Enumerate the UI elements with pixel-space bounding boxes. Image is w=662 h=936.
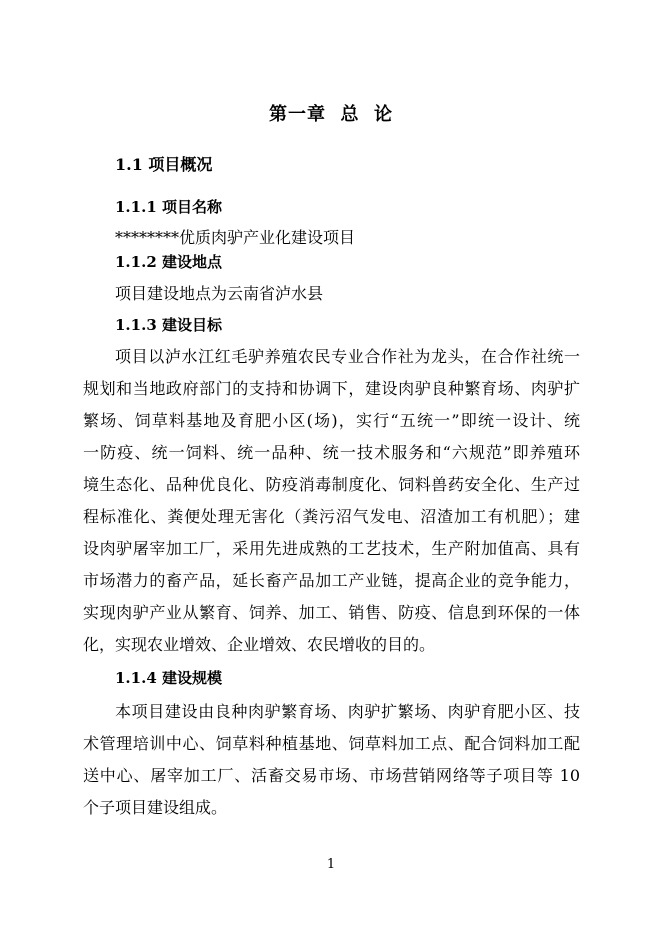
paragraph-line: 规划和当地政府部门的支持和协调下，建设肉驴良种繁育场、肉驴扩 bbox=[83, 379, 580, 398]
section-heading-1-1: 1.1 项目概况 bbox=[115, 155, 213, 174]
subsection-heading-1-1-1: 1.1.1 项目名称 bbox=[115, 198, 222, 216]
paragraph-line: 本项目建设由良种肉驴繁育场、肉驴扩繁场、肉驴育肥小区、技 bbox=[115, 702, 580, 721]
paragraph-line: 一防疫、统一饲料、统一品种、统一技术服务和“六规范”即养殖环 bbox=[83, 443, 580, 462]
paragraph-line: 项目以泸水江红毛驴养殖农民专业合作社为龙头，在合作社统一 bbox=[115, 347, 580, 366]
subsection-heading-1-1-2: 1.1.2 建设地点 bbox=[115, 253, 222, 271]
paragraph-line: 设肉驴屠宰加工厂，采用先进成熟的工艺技术，生产附加值高、具有 bbox=[83, 539, 580, 558]
subsection-heading-1-1-3: 1.1.3 建设目标 bbox=[115, 316, 222, 334]
paragraph-line: 市场潜力的畜产品，延长畜产品加工产业链，提高企业的竞争能力， bbox=[83, 571, 580, 590]
paragraph-line: 境生态化、品种优良化、防疫消毒制度化、饲料兽药安全化、生产过 bbox=[83, 475, 580, 494]
paragraph-line: 繁场、饲草料基地及育肥小区(场)，实行“五统一”即统一设计、统 bbox=[83, 411, 580, 430]
paragraph-line: 化，实现农业增效、企业增效、农民增收的目的。 bbox=[83, 635, 436, 654]
project-name-text: ********优质肉驴产业化建设项目 bbox=[115, 228, 356, 247]
page-number: 1 bbox=[326, 857, 336, 872]
subsection-heading-1-1-4: 1.1.4 建设规模 bbox=[115, 669, 222, 687]
paragraph-line: 实现肉驴产业从繁育、饲养、加工、销售、防疫、信息到环保的一体 bbox=[83, 603, 580, 622]
paragraph-line: 术管理培训中心、饲草料种植基地、饲草料加工点、配合饲料加工配 bbox=[83, 734, 580, 753]
paragraph-line: 送中心、屠宰加工厂、活畜交易市场、市场营销网络等子项目等 10 bbox=[83, 766, 580, 785]
paragraph-line: 程标准化、粪便处理无害化（粪污沼气发电、沼渣加工有机肥）；建 bbox=[83, 507, 580, 526]
location-text: 项目建设地点为云南省泸水县 bbox=[115, 284, 324, 303]
chapter-title: 第一章 总 论 bbox=[268, 104, 394, 125]
paragraph-line: 个子项目建设组成。 bbox=[83, 798, 228, 817]
